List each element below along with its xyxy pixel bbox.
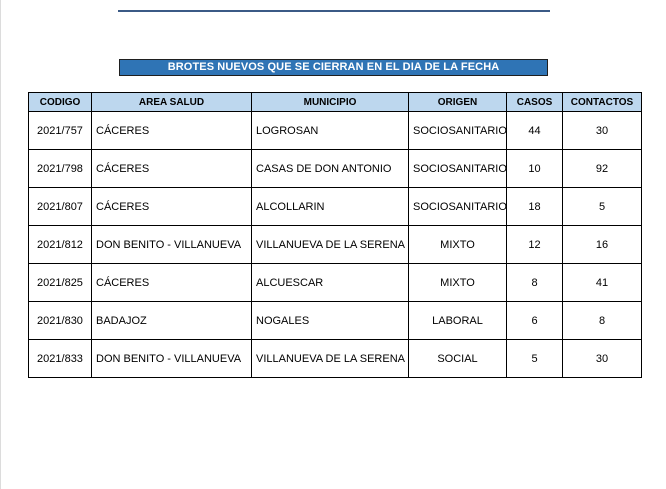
cell-origen: SOCIOSANITARIO [409,188,507,226]
cell-origen: MIXTO [409,264,507,302]
cell-contactos: 8 [563,302,642,340]
table-row [29,188,642,226]
cell-contactos: 92 [563,150,642,188]
column-header-casos: CASOS [507,93,563,112]
cell-casos: 44 [507,112,563,150]
cell-municipio: ALCOLLARIN [252,188,409,226]
cell-casos: 8 [507,264,563,302]
table-title: BROTES NUEVOS QUE SE CIERRAN EN EL DIA DE LA FECHA [119,59,548,76]
cell-casos: 5 [507,340,563,378]
cell-municipio: ALCUESCAR [252,264,409,302]
cell-municipio: LOGROSAN [252,112,409,150]
cell-area-salud: CÁCERES [92,112,252,150]
table-row [29,264,642,302]
column-header-codigo: CODIGO [29,93,92,112]
outbreaks-table [28,92,642,378]
column-header-origen: ORIGEN [409,93,507,112]
cell-origen: MIXTO [409,226,507,264]
table-row [29,340,642,378]
column-header-contactos: CONTACTOS [563,93,642,112]
cell-municipio: VILLANUEVA DE LA SERENA [252,340,409,378]
cell-contactos: 30 [563,112,642,150]
cell-casos: 12 [507,226,563,264]
cell-casos: 10 [507,150,563,188]
column-header-area-salud: AREA SALUD [92,93,252,112]
cell-codigo: 2021/825 [29,264,92,302]
column-header-municipio: MUNICIPIO [252,93,409,112]
cell-area-salud: CÁCERES [92,264,252,302]
table-row [29,302,642,340]
cell-codigo: 2021/798 [29,150,92,188]
cell-codigo: 2021/807 [29,188,92,226]
cell-codigo: 2021/830 [29,302,92,340]
table-row [29,112,642,150]
cell-area-salud: DON BENITO - VILLANUEVA [92,226,252,264]
header-rule [118,10,550,12]
cell-area-salud: CÁCERES [92,188,252,226]
table-row [29,150,642,188]
cell-origen: SOCIAL [409,340,507,378]
cell-area-salud: CÁCERES [92,150,252,188]
cell-contactos: 41 [563,264,642,302]
cell-contactos: 5 [563,188,642,226]
cell-origen: LABORAL [409,302,507,340]
cell-municipio: VILLANUEVA DE LA SERENA [252,226,409,264]
table-row [29,226,642,264]
cell-municipio: NOGALES [252,302,409,340]
cell-origen: SOCIOSANITARIO [409,112,507,150]
page-edge [0,0,1,489]
cell-contactos: 30 [563,340,642,378]
cell-casos: 6 [507,302,563,340]
cell-area-salud: DON BENITO - VILLANUEVA [92,340,252,378]
cell-municipio: CASAS DE DON ANTONIO [252,150,409,188]
cell-casos: 18 [507,188,563,226]
cell-codigo: 2021/757 [29,112,92,150]
cell-origen: SOCIOSANITARIO [409,150,507,188]
cell-codigo: 2021/812 [29,226,92,264]
table-header-row [29,93,642,112]
cell-contactos: 16 [563,226,642,264]
cell-codigo: 2021/833 [29,340,92,378]
cell-area-salud: BADAJOZ [92,302,252,340]
